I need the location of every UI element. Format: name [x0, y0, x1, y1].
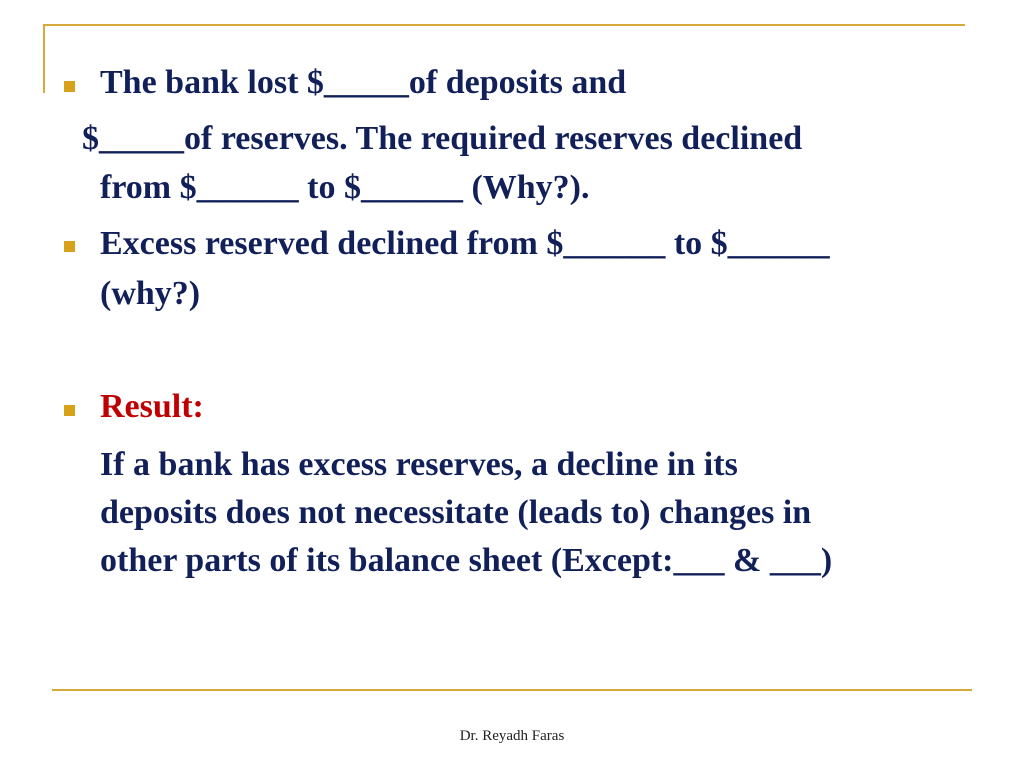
bullet-2-line-2: (why?): [100, 275, 201, 312]
result-line-3: other parts of its balance sheet (Except:___ & ___): [100, 542, 833, 579]
bullet-1-line-3: from $______ to $______ (Why?).: [100, 169, 590, 206]
result-line-2: deposits does not necessitate (leads to) changes in: [100, 494, 812, 531]
footer-author: Dr. Reyadh Faras: [459, 728, 565, 744]
result-line-1: If a bank has excess reserves, a decline in its: [100, 446, 738, 483]
bullet-1-line-1: The bank lost $_____of deposits and: [100, 64, 627, 101]
bottom-rule: [52, 689, 972, 691]
square-bullet-icon: [64, 81, 75, 92]
bullet-2-line-1: Excess reserved declined from $______ to $______: [100, 225, 830, 262]
square-bullet-icon: [64, 241, 75, 252]
bullet-1-line-2: $_____of reserves. The required reserves declined: [82, 120, 803, 157]
square-bullet-icon: [64, 405, 75, 416]
result-heading: Result:: [100, 388, 204, 425]
